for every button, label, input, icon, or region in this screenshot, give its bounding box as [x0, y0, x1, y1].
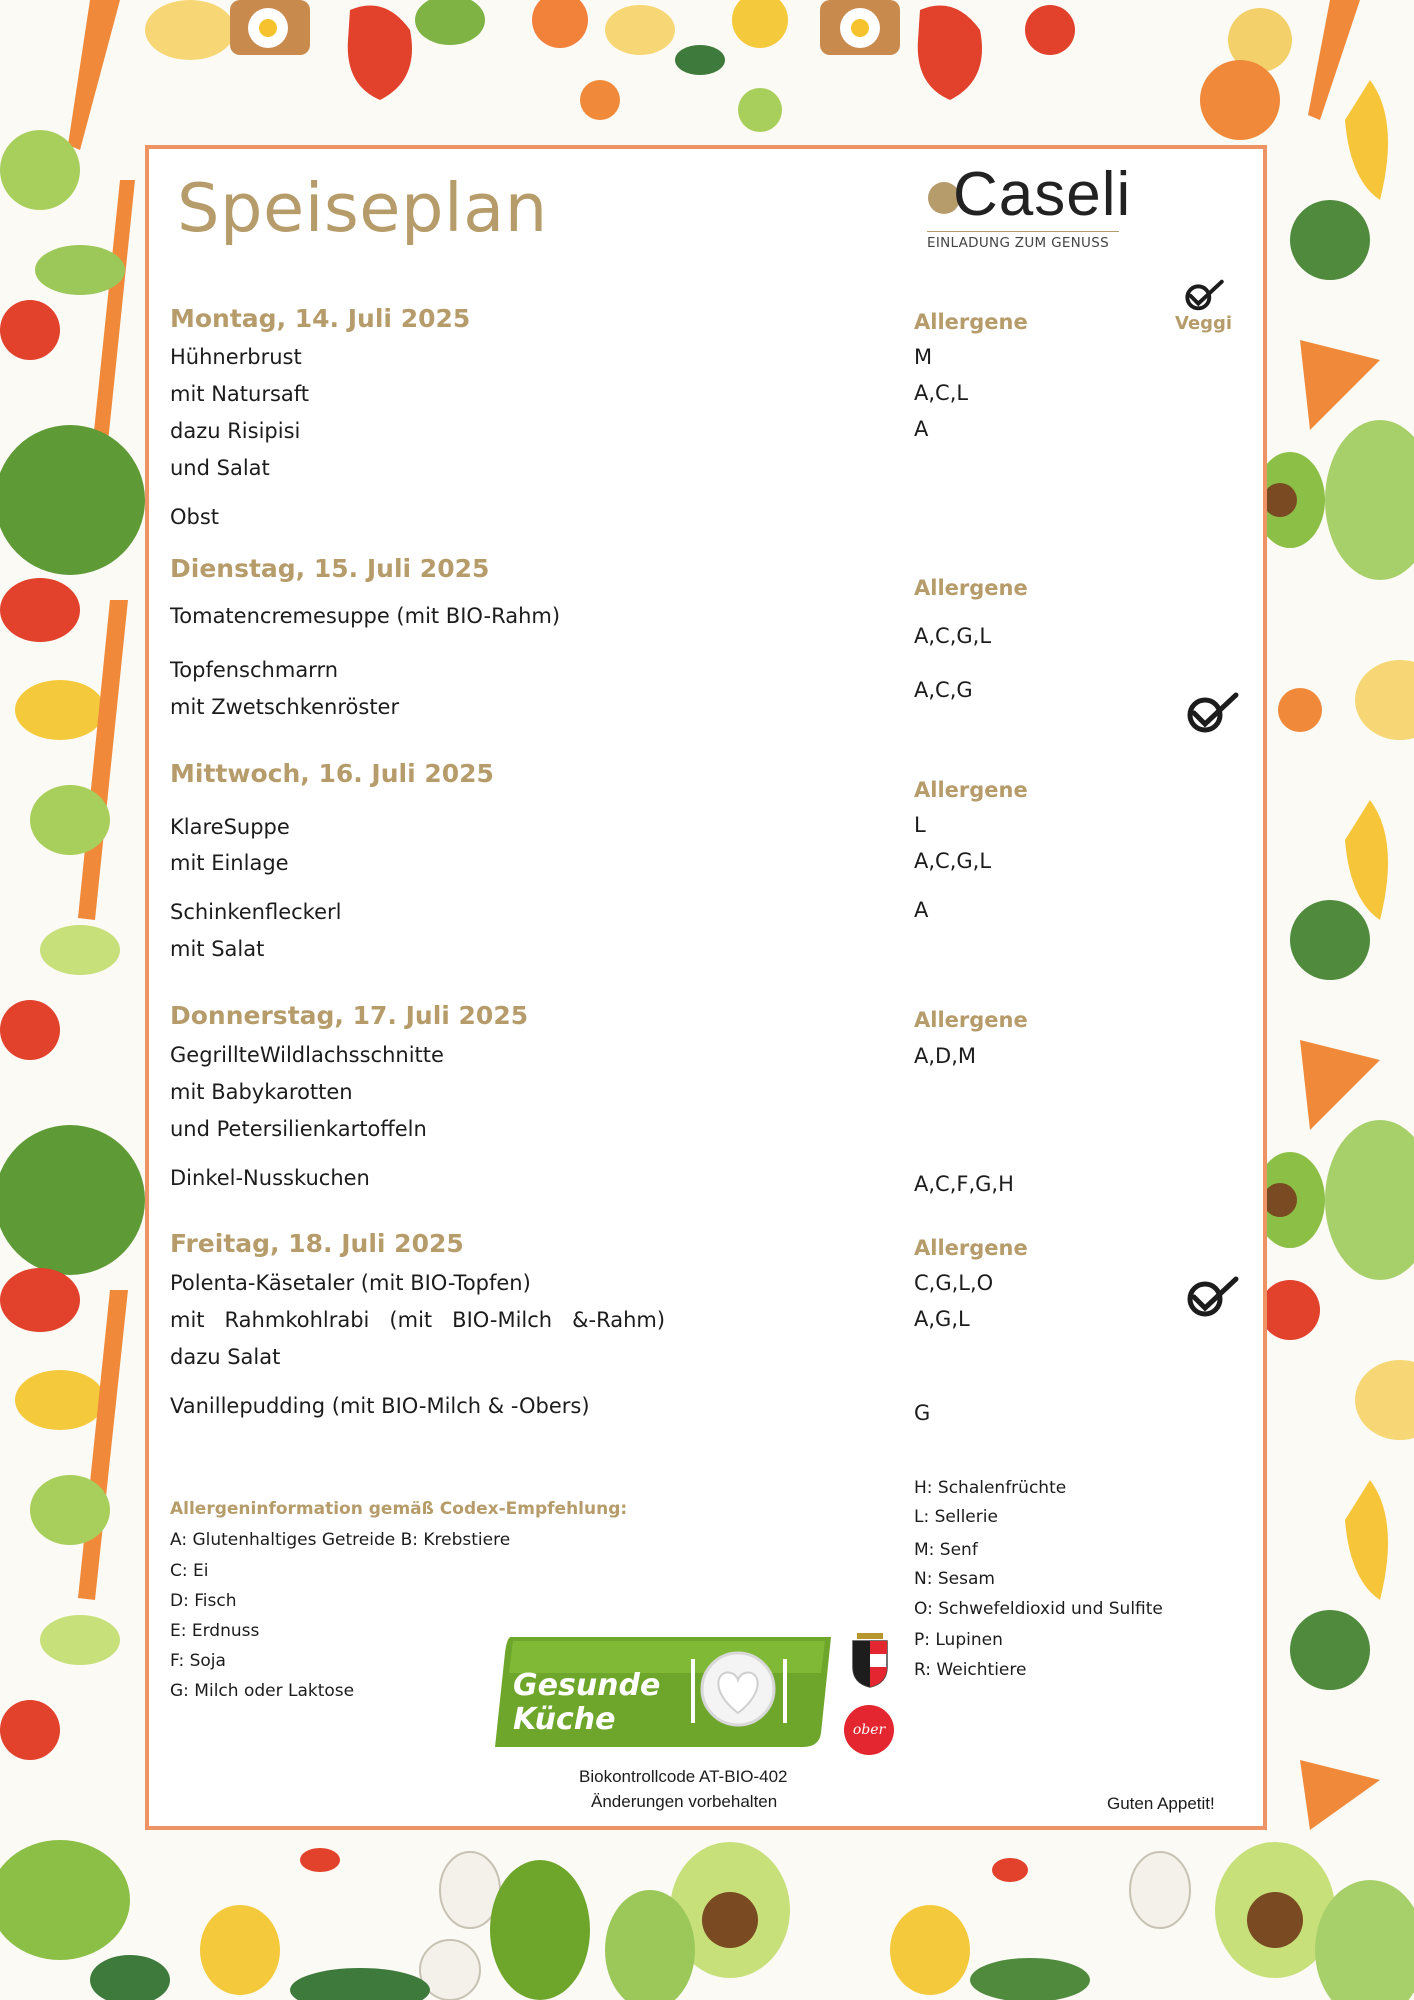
dish-line: mit Rahmkohlrabi (mit BIO-Milch &-Rahm): [170, 1308, 666, 1332]
logo-brand: Caseli: [953, 160, 1132, 229]
legend-item: A: Glutenhaltiges Getreide B: Krebstiere: [170, 1530, 511, 1550]
legend-item: H: Schalenfrüchte: [914, 1478, 1067, 1498]
day-heading-friday: Freitag, 18. Juli 2025: [170, 1229, 464, 1258]
legend-item: D: Fisch: [170, 1591, 237, 1611]
dish-line: Schinkenfleckerl: [170, 900, 342, 924]
logo-divider: [927, 231, 1119, 232]
veggi-check-icon: [1183, 689, 1239, 735]
dish-line: dazu Risipisi: [170, 419, 301, 443]
allergen-code: A,D,M: [914, 1044, 977, 1068]
changes-notice: Änderungen vorbehalten: [591, 1792, 778, 1811]
dish-line: Topfenschmarrn: [170, 658, 339, 682]
veggi-check-icon: [1183, 1273, 1239, 1319]
upper-austria-coat-of-arms-icon: [849, 1627, 891, 1689]
dish-line: mit Salat: [170, 937, 265, 961]
dish-line: Hühnerbrust: [170, 345, 302, 369]
allergen-code: A,C,G,L: [914, 849, 992, 873]
legend-item: P: Lupinen: [914, 1630, 1003, 1650]
allergen-heading-thursday: Allergene: [914, 1008, 1028, 1032]
closing-greeting: Guten Appetit!: [1107, 1794, 1215, 1813]
allergen-code: A: [914, 898, 929, 922]
dish-line: Vanillepudding (mit BIO-Milch & -Obers): [170, 1394, 590, 1418]
dish-line: mit Zwetschkenröster: [170, 695, 400, 719]
veggi-check-icon: [1181, 277, 1225, 313]
legend-item: F: Soja: [170, 1651, 226, 1671]
dish-line: und Salat: [170, 456, 270, 480]
dish-line: und Petersilienkartoffeln: [170, 1117, 427, 1141]
gesunde-kueche-badge: [491, 1633, 837, 1751]
day-heading-wednesday: Mittwoch, 16. Juli 2025: [170, 759, 494, 788]
dish-line: Dinkel-Nusskuchen: [170, 1166, 370, 1190]
legend-item: L: Sellerie: [914, 1507, 998, 1527]
ober-oesterreich-logo: [842, 1703, 896, 1757]
dish-line: dazu Salat: [170, 1345, 281, 1369]
allergen-heading-tuesday: Allergene: [914, 576, 1028, 600]
day-heading-tuesday: Dienstag, 15. Juli 2025: [170, 554, 490, 583]
page-title: Speiseplan: [177, 169, 548, 247]
allergen-code: G: [914, 1401, 931, 1425]
allergen-code: A,C,F,G,H: [914, 1172, 1014, 1196]
allergen-legend-heading: Allergeninformation gemäß Codex-Empfehlung:: [170, 1499, 628, 1519]
dish-line: mit Einlage: [170, 851, 289, 875]
dish-line: mit Natursaft: [170, 382, 310, 406]
allergen-code: A,C,G,L: [914, 624, 992, 648]
dish-line: mit Babykarotten: [170, 1080, 353, 1104]
allergen-heading-monday: Allergene: [914, 310, 1028, 334]
veggi-label: Veggi: [1175, 313, 1233, 334]
allergen-code: C,G,L,O: [914, 1271, 994, 1295]
allergen-code: L: [914, 813, 926, 837]
legend-item: N: Sesam: [914, 1569, 995, 1589]
legend-item: C: Ei: [170, 1561, 209, 1581]
legend-item: G: Milch oder Laktose: [170, 1681, 355, 1701]
dish-line: Tomatencremesuppe (mit BIO-Rahm): [170, 604, 561, 628]
caseli-logo: [919, 159, 1132, 254]
legend-item: R: Weichtiere: [914, 1660, 1027, 1680]
legend-item: E: Erdnuss: [170, 1621, 260, 1641]
allergen-code: A,C,L: [914, 381, 969, 405]
legend-item: O: Schwefeldioxid und Sulfite: [914, 1599, 1163, 1619]
svg-text:Gesunde: Gesunde: [513, 1668, 661, 1703]
ober-seal-text: ober: [852, 1722, 886, 1738]
dish-line: Polenta-Käsetaler (mit BIO-Topfen): [170, 1271, 531, 1295]
allergen-heading-wednesday: Allergene: [914, 778, 1028, 802]
dish-line: KlareSuppe: [170, 815, 290, 839]
allergen-code: A: [914, 417, 929, 441]
logo-tagline: EINLADUNG ZUM GENUSS: [927, 235, 1109, 251]
svg-text:Küche: Küche: [513, 1702, 616, 1737]
menu-panel: [145, 145, 1267, 1830]
allergen-heading-friday: Allergene: [914, 1236, 1028, 1260]
allergen-code: A,C,G: [914, 678, 973, 702]
day-heading-thursday: Donnerstag, 17. Juli 2025: [170, 1001, 529, 1030]
allergen-code: M: [914, 345, 933, 369]
dish-line: Obst: [170, 505, 220, 529]
legend-item: M: Senf: [914, 1540, 978, 1560]
bio-control-code: Biokontrollcode AT-BIO-402: [579, 1767, 788, 1786]
day-heading-monday: Montag, 14. Juli 2025: [170, 304, 471, 333]
allergen-code: A,G,L: [914, 1307, 970, 1331]
dish-line: GegrillteWildlachsschnitte: [170, 1043, 444, 1067]
